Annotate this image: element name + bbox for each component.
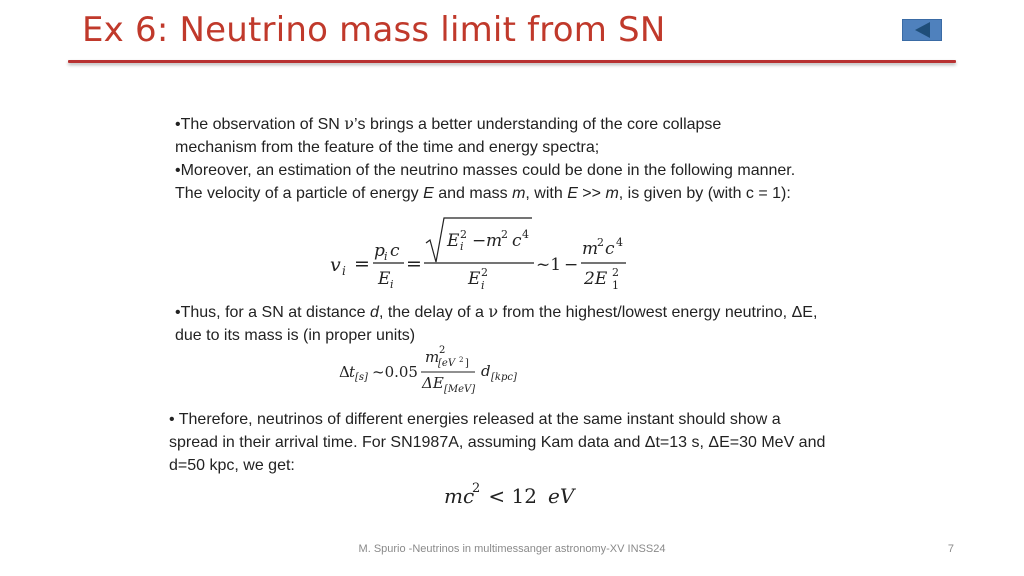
- svg-text:c: c: [390, 241, 400, 261]
- svg-text:c: c: [605, 239, 615, 259]
- svg-text:2: 2: [481, 266, 488, 279]
- title-divider: [68, 60, 956, 63]
- velocity-equation: [320, 210, 660, 295]
- svg-text:2: 2: [472, 481, 481, 496]
- slide-title: Ex 6: Neutrino mass limit from SN: [82, 10, 666, 50]
- intro-line-2: mechanism from the feature of the time and energy spectra;: [175, 139, 600, 156]
- svg-text:v: v: [330, 254, 341, 276]
- svg-text:4: 4: [616, 236, 623, 249]
- svg-text:ΔE: ΔE: [422, 374, 444, 392]
- svg-text:2E: 2E: [584, 269, 608, 289]
- delay-equation: [335, 340, 535, 400]
- svg-text:m: m: [486, 231, 503, 251]
- conclusion-paragraph: [169, 408, 825, 477]
- conclusion-line-3: d=50 kpc, we get:: [169, 457, 295, 474]
- svg-text:i: i: [342, 264, 346, 278]
- svg-text:m: m: [425, 348, 440, 366]
- svg-text:1: 1: [612, 279, 619, 292]
- svg-text:=: =: [354, 253, 370, 275]
- svg-text:< 12: < 12: [482, 484, 544, 508]
- intro-line-3: •Moreover, an estimation of the neutrino masses could be done in the following manner.: [175, 162, 796, 179]
- footer-text: M. Spurio -Neutrinos in multimessanger astronomy-XV INSS24: [358, 543, 666, 555]
- svg-text:E: E: [447, 231, 460, 251]
- svg-text:2: 2: [501, 228, 508, 241]
- conclusion-line-2: spread in their arrival time. For SN1987A, assuming Kam data and Δt=13 s, ΔE=30 MeV and: [169, 434, 826, 451]
- intro-line-1: •The observation of SN ν’s brings a better understanding of the core collapse: [175, 114, 722, 133]
- svg-text:4: 4: [522, 228, 529, 241]
- svg-text:i: i: [390, 278, 394, 291]
- svg-text:]: ]: [465, 358, 469, 369]
- svg-text:2: 2: [459, 356, 464, 364]
- nu-symbol: ν: [344, 114, 354, 133]
- svg-text:E: E: [468, 269, 481, 289]
- svg-text:−: −: [472, 231, 487, 251]
- svg-text:[MeV]: [MeV]: [444, 384, 476, 395]
- svg-text:i: i: [384, 250, 388, 263]
- intro-line-4: The velocity of a particle of energy E and mass m, with E >> m, is given by (with c = 1):: [175, 185, 791, 202]
- page-number: 7: [947, 543, 954, 555]
- svg-text:c: c: [512, 231, 522, 251]
- svg-text:[s]: [s]: [355, 372, 368, 383]
- delay-line-2: due to its mass is (in proper units): [175, 327, 416, 344]
- svg-text:i: i: [460, 240, 464, 253]
- delay-line-1: •Thus, for a SN at distance d, the delay of a ν from the highest/lowest energy neutrino, ΔE,: [175, 302, 818, 321]
- svg-text:d: d: [481, 362, 491, 380]
- svg-text:2: 2: [439, 345, 446, 356]
- svg-text:[kpc]: [kpc]: [491, 372, 517, 383]
- svg-text:2: 2: [460, 228, 467, 241]
- svg-text:Δ: Δ: [339, 363, 350, 381]
- svg-text:i: i: [481, 279, 485, 292]
- svg-text:−: −: [564, 255, 579, 275]
- svg-text:~0.05: ~0.05: [372, 363, 418, 381]
- svg-text:eV: eV: [548, 484, 575, 508]
- svg-text:~1: ~1: [536, 255, 562, 275]
- svg-text:mc: mc: [444, 484, 475, 508]
- back-button[interactable]: [902, 19, 942, 41]
- svg-text:t: t: [349, 363, 356, 381]
- svg-text:[eV: [eV: [438, 358, 456, 369]
- intro-paragraph: [175, 112, 795, 205]
- nu-symbol: ν: [488, 302, 499, 321]
- svg-text:m: m: [582, 239, 599, 259]
- conclusion-line-1: • Therefore, neutrinos of different energies released at the same instant should show a: [169, 411, 781, 428]
- svg-text:p: p: [374, 241, 385, 261]
- svg-text:=: =: [406, 253, 422, 275]
- back-arrow-icon: [915, 22, 930, 38]
- mass-limit-result: [440, 478, 590, 514]
- svg-text:E: E: [378, 269, 391, 289]
- svg-text:2: 2: [612, 266, 619, 279]
- svg-text:2: 2: [597, 236, 604, 249]
